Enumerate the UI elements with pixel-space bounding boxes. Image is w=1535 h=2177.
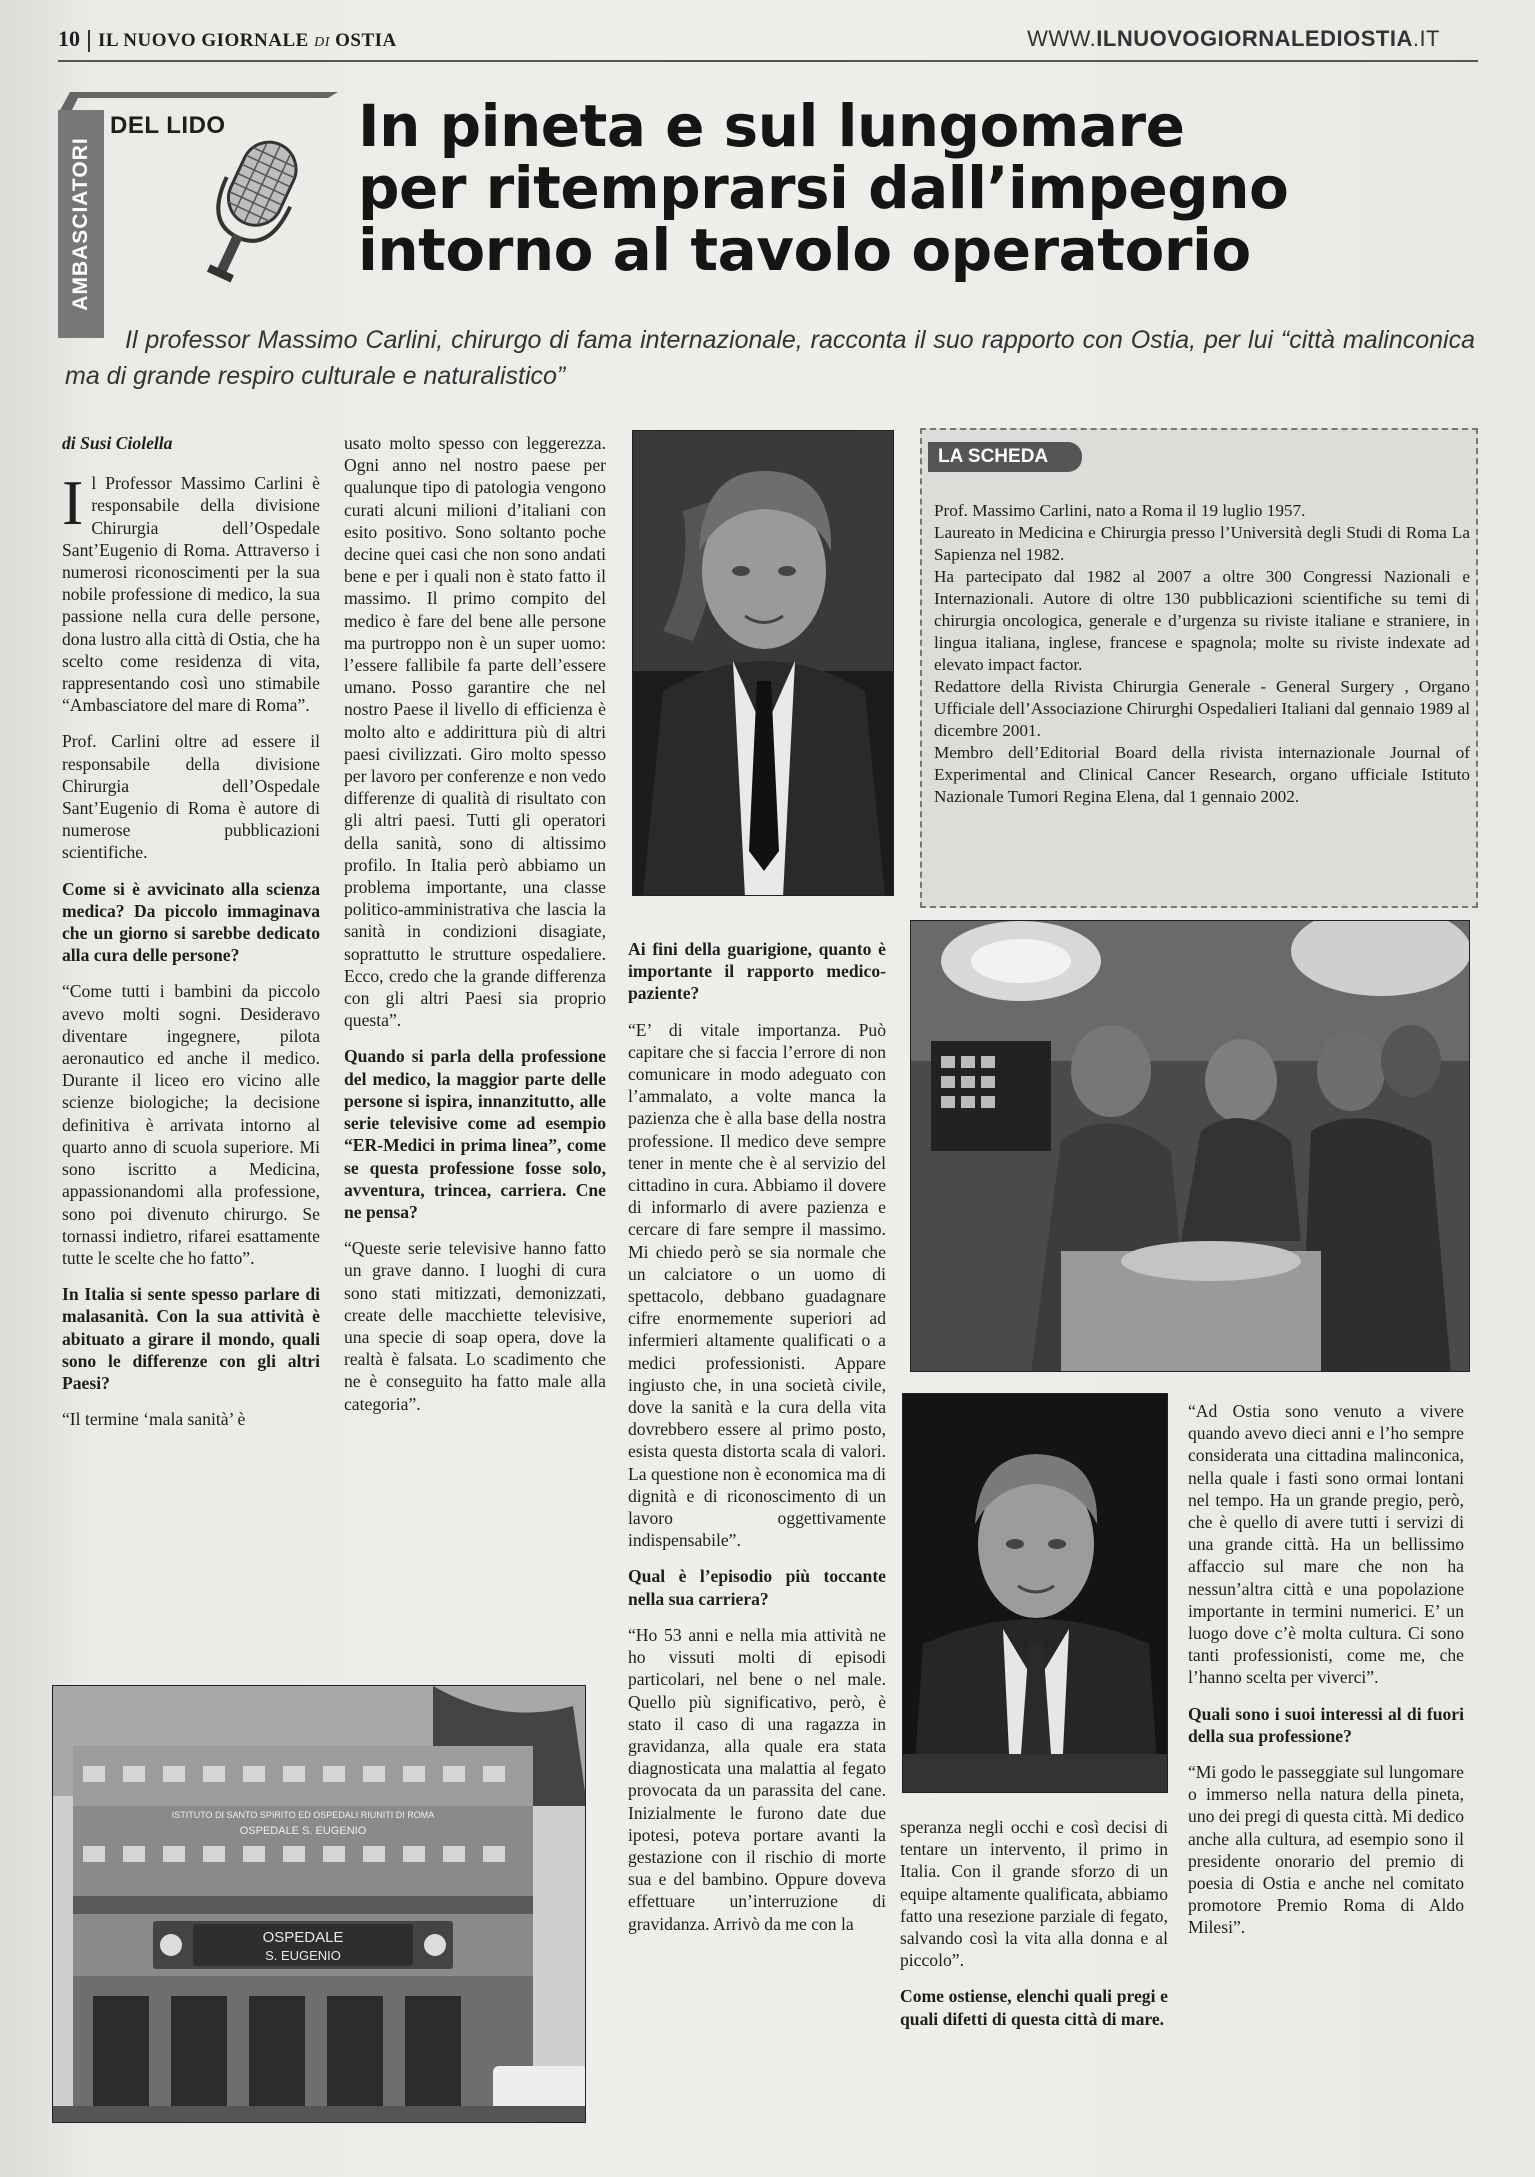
intro-paragraph	[62, 467, 320, 716]
hospital-sign-line1: OSPEDALE	[262, 1929, 344, 1946]
interview-answer: usato molto spesso con leggerezza. Ogni anno nel nostro paese per qualunque tipo di patologia vengono curati alcuni milioni d’italiani con esito positivo. Sono soltanto poche decine quei casi che non sono andati bene e per i quali non è stato fatto il massimo. Il primo compito del medico è fare del bene alle persone ma purtroppo non è un super uomo: l’essere fallibile fa parte dell’essere umano. Posso garantire che nel nostro Paese il livello di efficienza è molto alto e addirittura più di altri paesi civilizzati. Giro molto spesso per lavoro per conferenze e non vedo differenze di qualità di risultato con gli altri paesi. Tutti gli operatori della sanità, sono di altissimo profilo. In Italia però abbiamo un problema importante, una classe politico-amministrativa che lascia la sanità in condizioni disagiate, soprattutto le strutture ospedaliere. Ecco, credo che la grande differenza con gli altri Paesi sia proprio questa”.	[344, 433, 606, 1031]
interview-answer: speranza negli occhi e così decisi di tentare un intervento, il primo in Italia. Con il grande sforzo di un equipe altamente qualificata, abbiamo fatto una resezione parziale di fegato, salvando così la vita alla donna e al piccolo”.	[900, 1817, 1168, 1971]
header-rule	[58, 60, 1478, 62]
interview-answer: “Ho 53 anni e nella mia attività ne ho vissuti molti di episodi particolari, nel bene o nel male. Quello più significativo, però, è stato il caso di una ragazza in gravidanza, alla quale era stata diagnosticata una malattia al fegato provocata da un parassita del cane. Inizialmente le furono date due ipotesi, poteva portare avanti la gestazione con il rischio di morte sua e del bambino. Oppure doveva effettuare un’interruzione di gravidanza. Arrivò da me con la	[628, 1624, 886, 1934]
rubric-section: AMBASCIATORI	[69, 137, 92, 311]
portrait-photo	[632, 430, 894, 896]
headline	[358, 92, 1468, 284]
facade-inscription-2: OSPEDALE S. EUGENIO	[239, 1825, 367, 1837]
article-column-5	[1188, 1400, 1464, 1953]
interview-answer: “Mi godo le passeggiate sul lungomare o immerso nella natura della pineta, uno dei pregi di questa città. Mi dedico anche alla cultura, ad esempio sono il presidente onorario del premio di poesia di Ostia e anche nel comitato promotore Premio Roma di Aldo Milesi”.	[1188, 1762, 1464, 1938]
surgery-photo	[910, 920, 1470, 1372]
newspaper-name-di: DI	[314, 35, 330, 50]
page-number: 10	[58, 26, 80, 51]
rubric-section-bar	[58, 110, 104, 338]
interview-question: Come si è avvicinato alla scienza medica? Da piccolo immaginava che un giorno si sarebbe dedicato alla cura delle persone?	[62, 878, 320, 966]
surgery-image	[911, 921, 1470, 1372]
website-url	[1027, 26, 1440, 52]
fact-box-label: LA SCHEDA	[928, 442, 1082, 472]
interview-answer: “Ad Ostia sono venuto a vivere quando avevo dieci anni e l’ho sempre considerata una cittadina malinconica, nella quale i fasti sono ormai lontani nel tempo. Ha un grande pregio, però, che è quello di avere tutti i servizi di una grande città. Ha un bellissimo affaccio sul mare che non ha nessun’altra città e una popolazione importante in termini numerici. E’ un luogo dove c’è molta cultura. Ci sono tanti professionisti, come me, che l’hanno scelta per viverci”.	[1188, 1401, 1464, 1688]
page-folio	[58, 26, 397, 52]
hospital-image	[53, 1686, 586, 2123]
article-column-2	[344, 432, 606, 1429]
fact-box-line: Ha partecipato dal 1982 al 2007 a oltre 300 Congressi Nazionali e Internazionali. Autore di oltre 130 pubblicazioni scientifiche su temi di chirurgia oncologica, generale e d’urgenza su riviste italiane e straniere, in lingua italiana, inglese, francese e spagnola; molte su riviste indexate ad elevato impact factor.	[934, 567, 1470, 674]
interview-answer: “Il termine ‘mala sanità’ è	[62, 1409, 246, 1430]
intro-text: l Professor Massimo Carlini è responsabile della divisione Chirurgia dell’Ospedale Sant’Eugenio di Roma. Attraverso i numerosi riconoscimenti per la sua nobile professione di medico, la sua passione nella cura delle persone, dona lustro alla città di Ostia, che ha scelto come residenza di vita, rappresentando così uno stimabile “Ambasciatore del mare di Roma”.	[62, 473, 320, 716]
fact-box-line: Laureato in Medicina e Chirurgia presso l’Università degli Studi di Roma La Sapienza nel 1982.	[934, 523, 1470, 564]
rubric-subsection: DEL LIDO	[110, 112, 226, 139]
fact-box-body	[934, 500, 1470, 808]
article-column-1	[62, 432, 320, 1444]
article-column-4	[900, 1816, 1168, 2044]
interview-question: Quando si parla della professione del medico, la maggior parte delle persone si ispira, innanzitutto, alle serie televisive come ad esempio “ER-Medici in prima linea”, come se questa professione fosse solo, avventura, trincea, carriera. Cne ne pensa?	[344, 1046, 606, 1222]
hospital-sign-line2: S. EUGENIO	[265, 1948, 341, 1963]
hospital-photo	[52, 1685, 586, 2123]
interview-question: Come ostiense, elenchi quali pregi e quali difetti di questa città di mare.	[900, 1986, 1168, 2029]
fact-box-line: Redattore della Rivista Chirurgia Generale - General Surgery , Organo Ufficiale dell’Associazione Chirurghi Ospedalieri Italiani dal gennaio 1989 al dicembre 2001.	[934, 677, 1470, 740]
newspaper-name-pre: IL NUOVO GIORNALE	[98, 30, 309, 51]
article-subtitle: Il professor Massimo Carlini, chirurgo di fama internazionale, racconta il suo rapporto con Ostia, per lui “città malinconica ma di grande respiro culturale e naturalistico”	[65, 326, 1475, 390]
portrait-image	[633, 431, 894, 896]
portrait-image-2	[903, 1394, 1168, 1793]
interview-question: Ai fini della guarigione, quanto è importante il rapporto medico-paziente?	[628, 939, 886, 1004]
microphone-icon	[175, 130, 325, 295]
portrait-photo-2	[902, 1393, 1168, 1793]
interview-question: In Italia si sente spesso parlare di malasanità. Con la sua attività è abituato a girare il mondo, quali sono le differenze con gli altri Paesi?	[62, 1284, 320, 1393]
headline-line: intorno al tavolo operatorio	[358, 216, 1251, 284]
newspaper-name-post: OSTIA	[335, 30, 397, 51]
interview-question: Qual è l’episodio più toccante nella sua carriera?	[628, 1566, 886, 1609]
article-column-3	[628, 928, 886, 1949]
newspaper-name	[98, 30, 397, 51]
website-domain: ILNUOVOGIORNALEDIOSTIA	[1096, 26, 1413, 51]
fact-box	[920, 428, 1478, 908]
headline-line: per ritemprarsi dall’impegno	[358, 154, 1289, 222]
folio-separator	[88, 30, 90, 52]
dropcap: I	[62, 467, 84, 539]
website-suffix: .IT	[1412, 26, 1440, 51]
interview-answer: “Come tutti i bambini da piccolo avevo molti sogni. Desideravo diventare ingegnere, pilota aeronautico ed anche il medico. Durante il liceo ero vicino alle scienze biologiche; la decisione definitiva è arrivata intorno al quarto anno di scuola superiore. Mi sono iscritto a Medicina, appassionandomi alla professione, sono poi divenuto chirurgo. Se tornassi indietro, rifarei esattamente tutte le scelte che ho fatto”.	[62, 981, 320, 1268]
interview-answer: “Queste serie televisive hanno fatto un grave danno. I luoghi di cura sono stati mitizzati, demonizzati, create delle macchiette televisive, una specie di soap opera, dove la realtà è falsata. Lo scadimento che ne è conseguito ha fatto male alla categoria”.	[344, 1238, 606, 1414]
byline: di Susi Ciolella	[62, 433, 173, 453]
website-prefix: WWW.	[1027, 26, 1097, 51]
interview-question: Quali sono i suoi interessi al di fuori della sua professione?	[1188, 1703, 1464, 1746]
headline-line: In pineta e sul lungomare	[358, 92, 1185, 160]
fact-box-line: Prof. Massimo Carlini, nato a Roma il 19 luglio 1957.	[934, 501, 1306, 520]
paragraph: Prof. Carlini oltre ad essere il responsabile della divisione Chirurgia dell’Ospedale Sant’Eugenio di Roma è autore di numerose pubblicazioni scientifiche.	[62, 731, 320, 863]
facade-inscription: ISTITUTO DI SANTO SPIRITO ED OSPEDALI RIUNITI DI ROMA	[171, 1810, 435, 1820]
fact-box-line: Membro dell’Editorial Board della rivista internazionale Journal of Experimental and Clinical Cancer Research, organo ufficiale Istituto Nazionale Tumori Regina Elena, dal 1 gennaio 2002.	[934, 743, 1470, 806]
interview-answer: “E’ di vitale importanza. Può capitare che si faccia l’errore di non comunicare in modo adeguato con l’ammalato, a volte manca la pazienza che è alla base della nostra professione. Il medico deve sempre tener in mente che è al servizio del cittadino in cura. Abbiamo il dovere di informarlo di avere pazienza e cercare di fare sempre il massimo. Mi chiedo però se sia normale che un calciatore o un uomo di spettacolo, debbano guadagnare cifre enormemente superiori ad infermieri altamente qualificati o a medici professionisti. Appare ingiusto che, in una società civile, dove la sanità e la cura della vita dovrebbero essere al primo posto, esista questa distorta scala di valori. La questione non è economica ma di dignità e di riconoscimento di un lavoro oggettivamente indispensabile”.	[628, 1019, 886, 1551]
